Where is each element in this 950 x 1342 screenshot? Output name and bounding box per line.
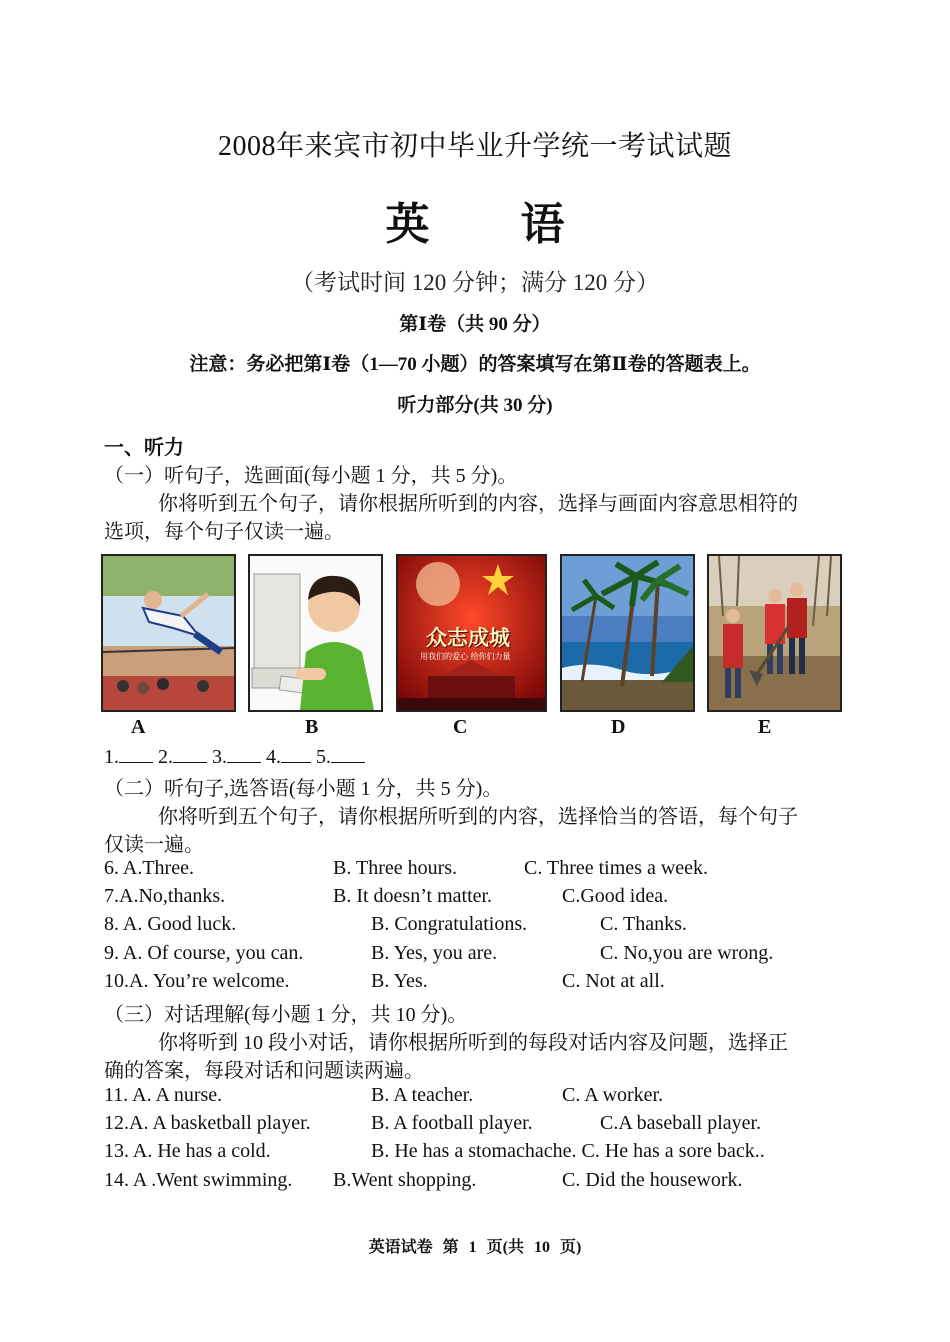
exam-title: 2008年来宾市初中毕业升学统一考试试题 <box>217 131 732 162</box>
photo-label-e: E <box>758 716 772 738</box>
answer-blanks <box>104 744 365 769</box>
notice-text: 注意：务必把第Ⅰ卷（1—70 小题）的答案填写在第Ⅱ卷的答题表上。 <box>189 354 761 375</box>
q8-option-c: C. Thanks. <box>600 913 687 935</box>
q14-option-c: C. Did the housework. <box>562 1169 743 1191</box>
q14-option-b: B.Went shopping. <box>333 1169 477 1191</box>
q6-option-c: C. Three times a week. <box>524 857 709 879</box>
photo-d <box>560 554 695 712</box>
blank-label: 4. <box>266 746 281 768</box>
photo-label-c: C <box>453 716 468 738</box>
answer-blank[interactable] <box>119 744 153 763</box>
poster-caption: 众志成城 <box>426 626 510 650</box>
q9-option-a: 9. A. Of course, you can. <box>104 942 304 964</box>
q11-option-b: B. A teacher. <box>371 1084 474 1106</box>
q7-option-b: B. It doesn’t matter. <box>333 885 493 907</box>
boy-computer-photo-icon <box>250 556 381 710</box>
q10-option-a: 10.A. You’re welcome. <box>104 970 290 992</box>
q11-option-a: 11. A. A nurse. <box>104 1084 223 1106</box>
q9-option-b: B. Yes, you are. <box>371 942 498 964</box>
photo-label-a: A <box>131 716 146 738</box>
exam-info: （考试时间 120 分钟；满分 120 分） <box>291 270 659 295</box>
photo-c <box>396 554 547 712</box>
page-footer: 英语试卷 第 1 页(共 10 页) <box>368 1239 582 1256</box>
subject-title: 英 语 <box>385 200 605 249</box>
photo-b <box>248 554 383 712</box>
blank-label: 2. <box>158 746 173 768</box>
part1-title: （一）听句子，选画面(每小题 1 分，共 5 分)。 <box>104 465 518 487</box>
part1-instruction: 你将听到五个句子，请你根据所听到的内容，选择与画面内容意思相符的 <box>158 493 798 515</box>
tree-planting-photo-icon <box>709 556 840 710</box>
answer-blank[interactable] <box>227 744 261 763</box>
part3-title: （三）对话理解(每小题 1 分，共 10 分)。 <box>104 1004 468 1026</box>
q8-option-a: 8. A. Good luck. <box>104 913 237 935</box>
q12-option-a: 12.A. A basketball player. <box>104 1112 311 1134</box>
q8-option-b: B. Congratulations. <box>371 913 528 935</box>
photo-label-d: D <box>611 716 626 738</box>
poster-subcaption: 用我们的爱心 给你们力量 <box>420 652 511 661</box>
part2-instruction: 你将听到五个句子，请你根据所听到的内容，选择恰当的答语，每个句子 <box>158 806 798 828</box>
blank-label: 1. <box>104 746 119 768</box>
q12-option-c: C.A baseball player. <box>600 1112 762 1134</box>
q6-option-a: 6. A.Three. <box>104 857 194 879</box>
answer-blank[interactable] <box>281 744 311 763</box>
beach-photo-icon <box>562 556 693 710</box>
part2-title: （二）听句子,选答语(每小题 1 分，共 5 分)。 <box>104 778 503 800</box>
volume-heading: 第Ⅰ卷（共 90 分） <box>399 314 551 335</box>
q13-option-a: 13. A. He has a cold. <box>104 1140 271 1162</box>
q10-option-c: C. Not at all. <box>562 970 665 992</box>
blank-label: 3. <box>212 746 227 768</box>
photo-a <box>101 554 236 712</box>
q9-option-c: C. No,you are wrong. <box>600 942 774 964</box>
part3-instruction: 你将听到 10 段小对话，请你根据所听到的每段对话内容及问题，选择正 <box>158 1032 788 1054</box>
part1-instruction-cont: 选项，每个句子仅读一遍。 <box>104 521 344 543</box>
q6-option-b: B. Three hours. <box>333 857 458 879</box>
q12-option-b: B. A football player. <box>371 1112 533 1134</box>
answer-blank[interactable] <box>331 744 365 763</box>
section-heading: 一、听力 <box>104 437 184 459</box>
q13-option-b: B. He has a stomachache. C. He has a sore back.. <box>371 1140 765 1162</box>
part3-instruction-cont: 确的答案，每段对话和问题读两遍。 <box>104 1060 424 1082</box>
blank-label: 5. <box>316 746 331 768</box>
q7-option-c: C.Good idea. <box>562 885 669 907</box>
photo-e <box>707 554 842 712</box>
q7-option-a: 7.A.No,thanks. <box>104 885 226 907</box>
part2-instruction-cont: 仅读一遍。 <box>104 834 204 856</box>
listening-part-heading: 听力部分(共 30 分) <box>397 395 553 416</box>
q11-option-c: C. A worker. <box>562 1084 664 1106</box>
high-jump-photo-icon <box>103 556 234 710</box>
q14-option-a: 14. A .Went swimming. <box>104 1169 293 1191</box>
answer-blank[interactable] <box>173 744 207 763</box>
photo-label-b: B <box>305 716 319 738</box>
q10-option-b: B. Yes. <box>371 970 428 992</box>
